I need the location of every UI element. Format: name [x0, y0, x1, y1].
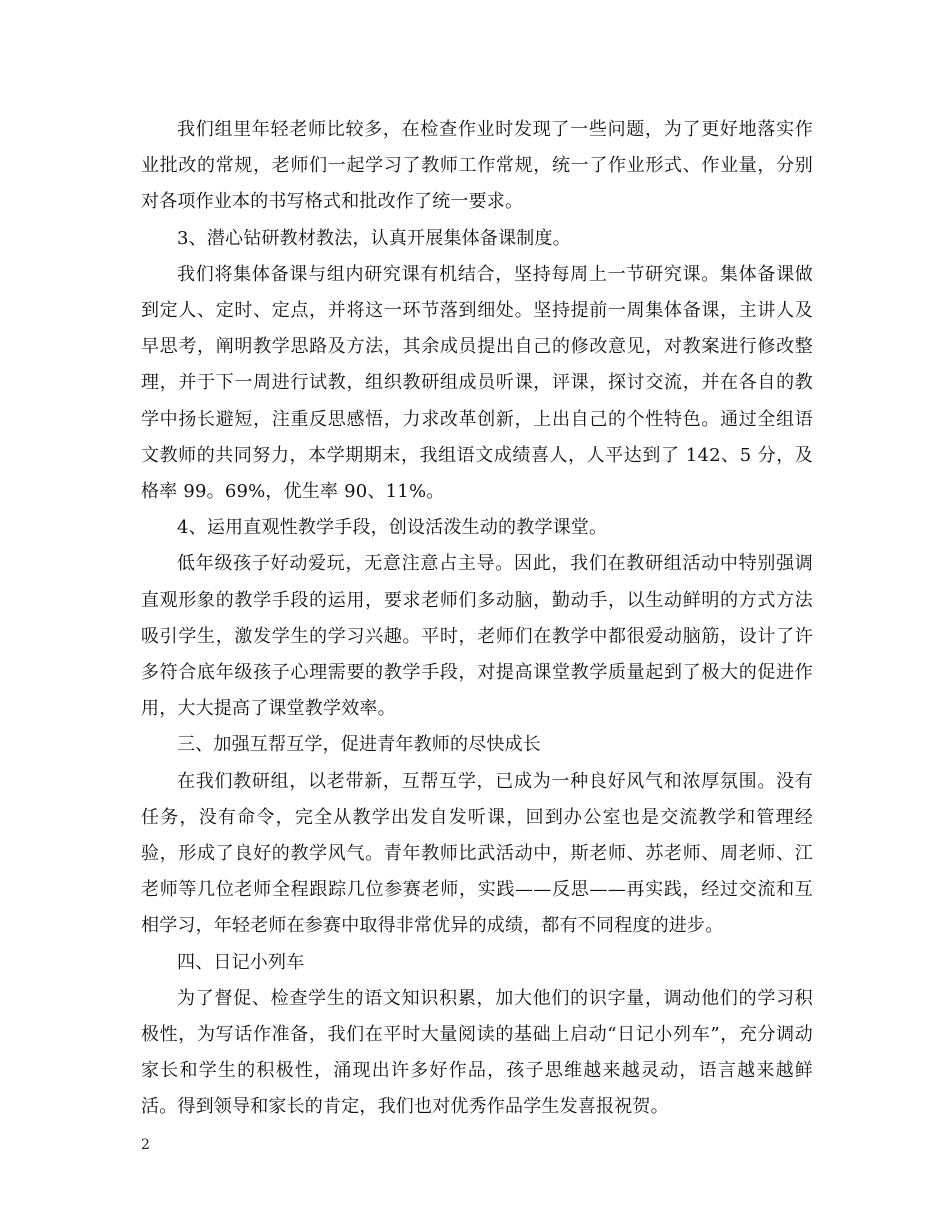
section-heading-mutual-help: 三、加强互帮互学，促进青年教师的尽快成长 [177, 734, 541, 756]
page-number: 2 [141, 1137, 150, 1153]
paragraph-mutual-help: 在我们教研组，以老带新，互帮互学，已成为一种良好风气和浓厚氛围。没有任务，没有命令，完全从教学出发自发听课，回到办公室也是交流教学和管理经验，形成了良好的教学风气。青年教师比武活动中，斯老师、苏老师、周老师、江老师等几位老师全程跟踪几位参赛老师，实践——反思——再实践，经过交流和互相学习，年轻老师在参赛中取得非常优异的成绩，都有不同程度的进步。 [141, 770, 813, 937]
section-heading-collective-lesson-prep: 3、潜心钻研教材教法，认真开展集体备课制度。 [177, 227, 571, 249]
section-heading-diary-train: 四、日记小列车 [177, 951, 305, 973]
paragraph-visual-teaching: 低年级孩子好动爱玩，无意注意占主导。因此，我们在教研组活动中特别强调直观形象的教学手段的运用，要求老师们多动脑，勤动手，以生动鲜明的方式方法吸引学生，激发学生的学习兴趣。平时，老师们在教学中都很爱动脑筋，设计了许多符合底年级孩子心理需要的教学手段，对提高课堂教学质量起到了极大的促进作用，大大提高了课堂教学效率。 [141, 553, 813, 720]
paragraph-diary-train: 为了督促、检查学生的语文知识积累，加大他们的识字量，调动他们的学习积极性，为写话作准备，我们在平时大量阅读的基础上启动“日记小列车”，充分调动家长和学生的积极性，涌现出许多好作品，孩子思维越来越灵动，语言越来越鲜活。得到领导和家长的肯定，我们也对优秀作品学生发喜报祝贺。 [141, 987, 813, 1118]
paragraph-collective-lesson-prep: 我们将集体备课与组内研究课有机结合，坚持每周上一节研究课。集体备课做到定人、定时、定点，并将这一环节落到细处。坚持提前一周集体备课，主讲人及早思考，阐明教学思路及方法，其余成员提出自己的修改意见，对教案进行修改整理，并于下一周进行试教，组织教研组成员听课，评课，探讨交流，并在各自的教学中扬长避短，注重反思感悟，力求改革创新，上出自己的个性特色。通过全组语文教师的共同努力，本学期期末，我组语文成绩喜人，人平达到了 142、5 分，及格率 99。69%，优生率 90、11%。 [141, 263, 813, 503]
paragraph-homework-standards: 我们组里年轻老师比较多，在检查作业时发现了一些问题，为了更好地落实作业批改的常规，老师们一起学习了教师工作常规，统一了作业形式、作业量，分别对各项作业本的书写格式和批改作了统一要求。 [141, 119, 813, 213]
document-body [141, 112, 813, 1126]
section-heading-visual-teaching: 4、运用直观性教学手段，创设活泼生动的教学课堂。 [177, 517, 608, 539]
